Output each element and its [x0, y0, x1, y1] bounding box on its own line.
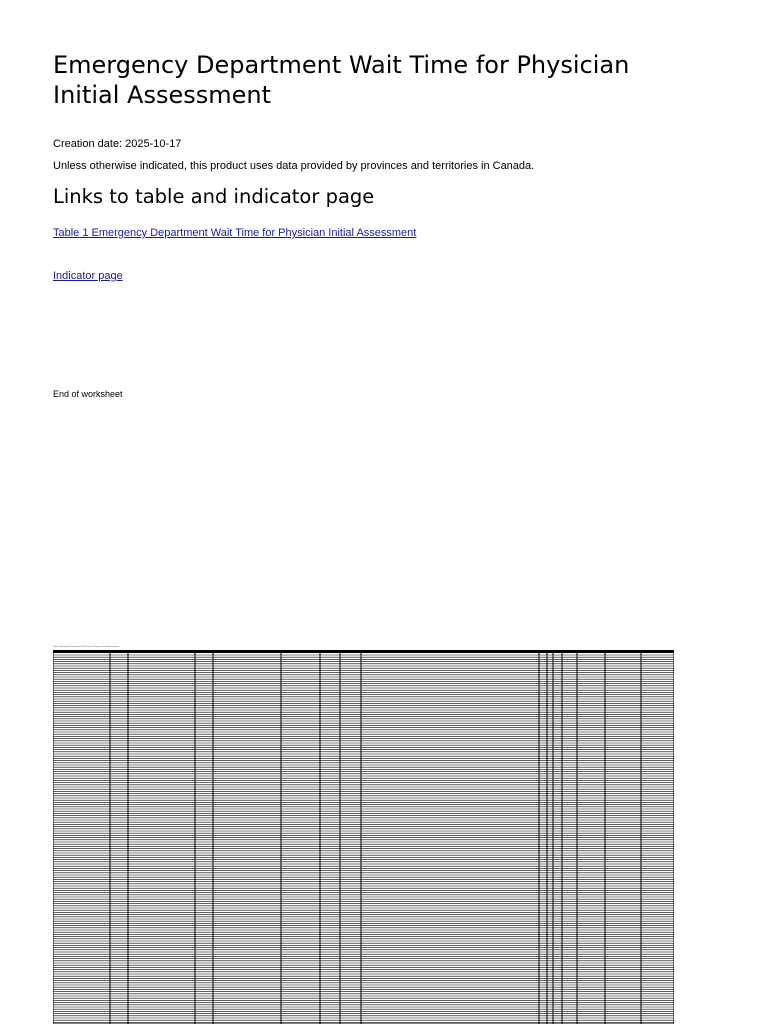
- table-preview-frame: [53, 650, 674, 1024]
- links-heading: Links to table and indicator page: [53, 185, 375, 208]
- table-preview-caption: Table 1 Emergency Department Wait Time for Physician Initial Assessment: [53, 646, 120, 648]
- page-title: Emergency Department Wait Time for Physician Initial Assessment: [53, 51, 630, 109]
- table-preview-header: [53, 650, 674, 653]
- source-note: Unless otherwise indicated, this product uses data provided by provinces and territories in Canada.: [53, 160, 535, 172]
- creation-date: Creation date: 2025-10-17: [53, 138, 182, 150]
- table-preview: [53, 650, 674, 1024]
- end-of-worksheet-note: End of worksheet: [53, 389, 123, 399]
- table-1-link[interactable]: Table 1 Emergency Department Wait Time for Physician Initial Assessment: [53, 227, 417, 239]
- indicator-page-link[interactable]: Indicator page: [53, 270, 123, 282]
